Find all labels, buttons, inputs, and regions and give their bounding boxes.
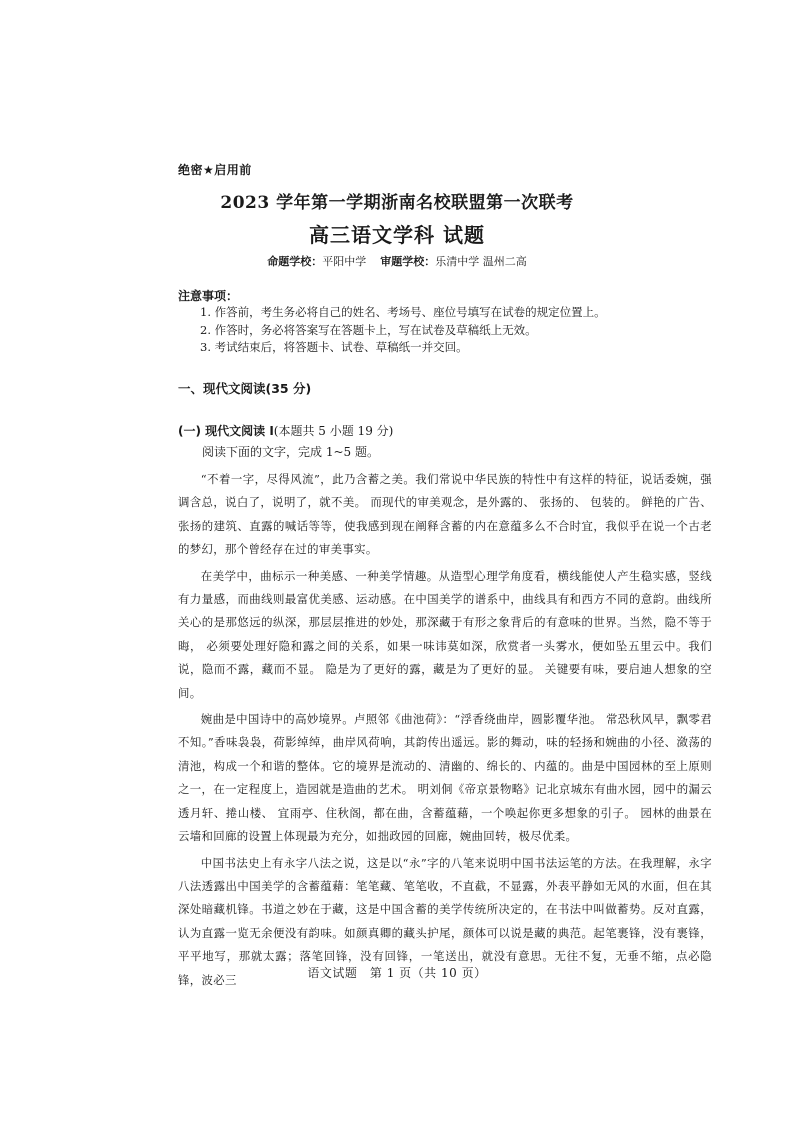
notice-heading: 注意事项： <box>178 289 239 303</box>
section-heading: 一、现代文阅读(35 分) <box>178 381 312 396</box>
subsection-note: (本题共 5 小题 19 分) <box>273 424 394 438</box>
subsection-heading <box>178 422 393 439</box>
reviewer-value: 乐清中学 温州二高 <box>435 255 527 268</box>
notice-item: 2. 作答时，务必将答案写在答题卡上，写在试卷及草稿纸上无效。 <box>200 322 537 337</box>
passage-paragraph: 中国书法史上有永字八法之说，这是以“永”字的八笔来说明中国书法运笔的方法。在我理解，永字八法透露出中国美学的含蓄蕴藉：笔笔藏、笔笔收，不直截，不显露，外表平静如无风的水面，但在其深处暗藏机锋。书道之妙在于藏，这是中国含蓄的美学传统所决定的，在书法中叫做蓄势。反对直露，认为直露一览无余便没有韵味。如颜真卿的藏头护尾，颜体可以说是藏的典范。起笔裹锋，没有裹锋，平平地写，那就太露；落笔回锋，没有回锋，一笔送出，就没有意思。无往不复，无垂不缩，点必隐锋，波必三 <box>178 855 712 987</box>
setter-value: 平阳中学 <box>322 255 367 268</box>
exam-title: 2023 学年第一学期浙南名校联盟第一次联考 <box>220 193 574 213</box>
subsection-label: (一) 现代文阅读 I <box>178 424 274 438</box>
passage-paragraph: 在美学中，曲标示一种美感、一种美学情趣。从造型心理学角度看，横线能使人产生稳实感，竖线有力量感，而曲线则最富优美感、运动感。在中国美学的谱系中，曲线具有和西方不同的意韵。曲线所关心的是那悠远的纵深，那层层推进的妙处，那深藏于有形之象背后的有意味的世界。当然，隐不等于晦， 必须要处理好隐和露之间的关系，如果一味讳莫如深，欣赏者一头雾水，便如坠五里云中。我们说，隐而不露，藏而不显。 隐是为了更好的露，藏是为了更好的显。 关键要有味，要启迪人想象的空间。 <box>178 568 712 700</box>
school-info <box>0 253 794 269</box>
page-footer: 语文试题 第 1 页（共 10 页） <box>307 966 487 980</box>
subject-title: 高三语文学科 试题 <box>309 223 485 247</box>
passage-paragraph: “不着一字，尽得风流”，此乃含蓄之美。我们常说中华民族的特性中有这样的特征，说话委婉，强调含总，说白了，说明了，就不美。 而现代的审美观念，是外露的、 张扬的、 包装的。 鲜艳的广告、张扬的建筑、直露的喊话等等，使我感到现在阐释含蓄的内在意蕴多么不合时宜，我似乎在说一个古老的梦幻，那个曾经存在过的审美事实。 <box>178 472 712 557</box>
setter-label: 命题学校： <box>267 255 323 268</box>
notice-item: 1. 作答前，考生务必将自己的姓名、考场号、座位号填写在试卷的规定位置上。 <box>200 305 606 319</box>
reading-passage <box>178 468 712 995</box>
notice-item: 3. 考试结束后，将答题卡、试卷、草稿纸一并交回。 <box>200 340 468 354</box>
passage-paragraph: 婉曲是中国诗中的高妙境界。卢照邻《曲池荷》：“浮香绕曲岸，圆影覆华池。 常恐秋风早，飘零君不知。”香味袅袅，荷影绰绰，曲岸风荷响，其韵传出遥远。影的舞动，味的轻扬和婉曲的小径、潋荡的清池，构成一个和谐的整体。它的境界是流动的、清幽的、绵长的、内蕴的。曲是中国园林的至上原则之一，在一定程度上，造园就是造曲的艺术。 明刘侗《帝京景物略》记北京城东有曲水园，园中的漏云透月轩、捲山楼、 宜雨亭、住秋阁，都在曲，含蓄蕴藉，一个唤起你更多想象的引子。 园林的曲景在云墙和回廊的设置上体现最为充分，如拙政园的回廊，婉曲回转，极尽优柔。 <box>178 712 712 844</box>
secret-mark: 绝密★启用前 <box>178 163 252 177</box>
reading-instruction: 阅读下面的文字，完成 1~5 题。 <box>202 445 379 459</box>
reviewer-label: 审题学校： <box>380 255 436 268</box>
notice-list <box>200 304 640 357</box>
